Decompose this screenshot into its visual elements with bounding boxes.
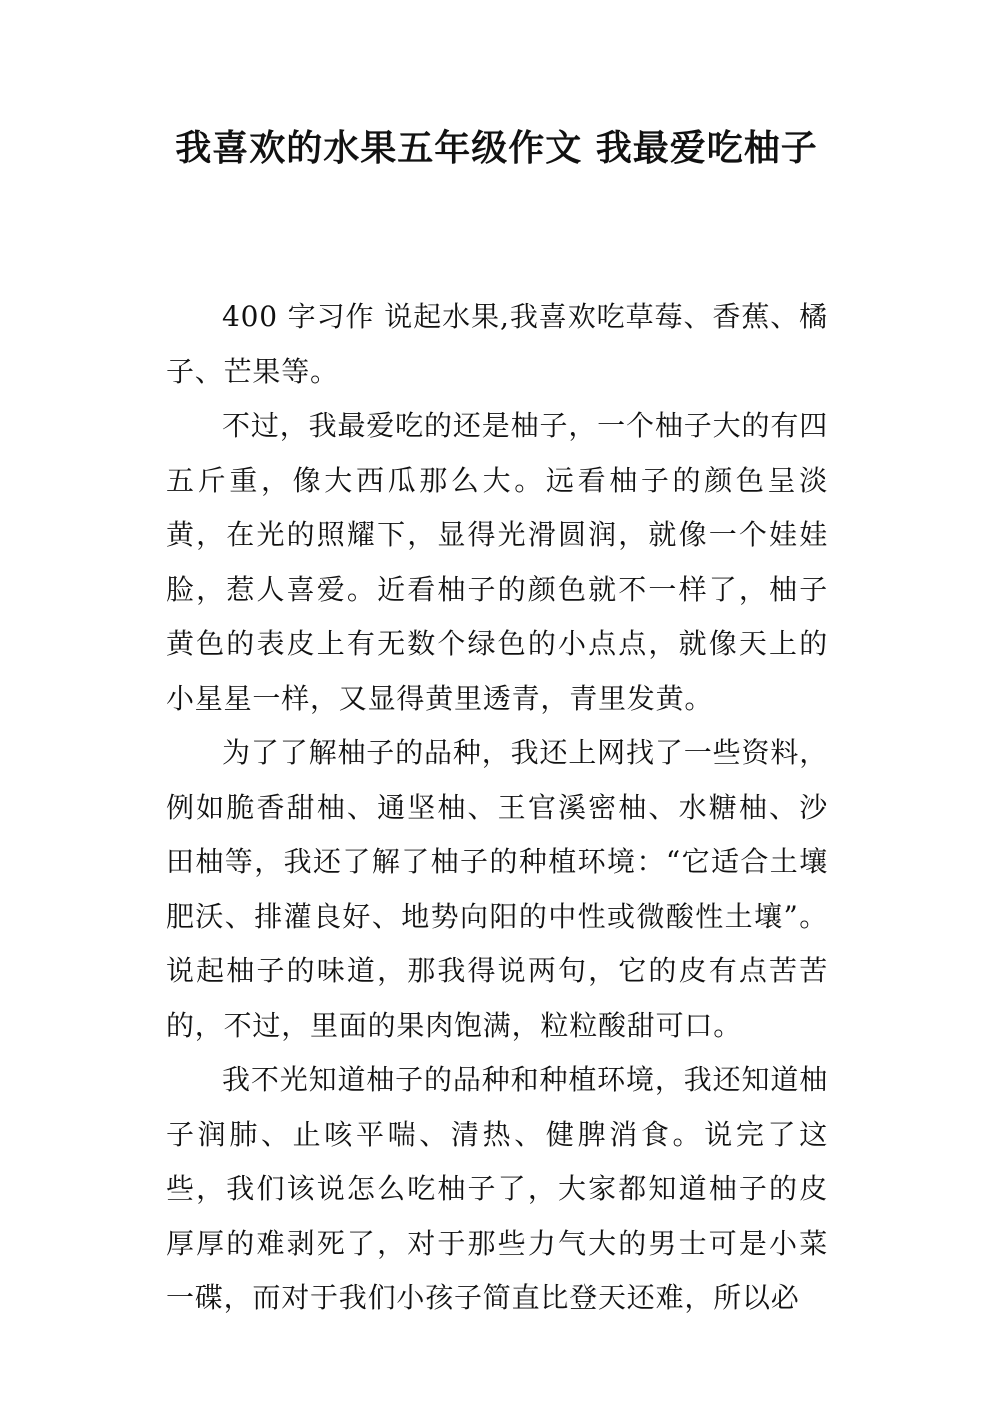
paragraph-4: 我不光知道柚子的品种和种植环境，我还知道柚子润肺、止咳平喘、清热、健脾消食。说完了这些，我们该说怎么吃柚子了，大家都知道柚子的皮厚厚的难剥死了，对于那些力气大的男士可是小菜一碟，而对于我们小孩子简直比登天还难，所以必 xyxy=(166,1063,828,1314)
paragraph-3: 为了了解柚子的品种，我还上网找了一些资料，例如脆香甜柚、通坚柚、王官溪密柚、水糖柚、沙田柚等，我还了解了柚子的种植环境：“它适合土壤肥沃、排灌良好、地势向阳的中性或微酸性土壤”。说起柚子的味道，那我得说两句，它的皮有点苦苦的，不过，里面的果肉饱满，粒粒酸甜可口。 xyxy=(166,736,828,1042)
paragraph-2: 不过，我最爱吃的还是柚子，一个柚子大的有四五斤重，像大西瓜那么大。远看柚子的颜色呈淡黄，在光的照耀下，显得光滑圆润，就像一个娃娃脸，惹人喜爱。近看柚子的颜色就不一样了，柚子黄色的表皮上有无数个绿色的小点点，就像天上的小星星一样，又显得黄里透青，青里发黄。 xyxy=(166,409,828,715)
document-title: 我喜欢的水果五年级作文 我最爱吃柚子 xyxy=(175,128,818,169)
document-body xyxy=(166,290,828,1326)
paragraph-1: 400 字习作 说起水果,我喜欢吃草莓、香蕉、橘子、芒果等。 xyxy=(166,300,828,388)
